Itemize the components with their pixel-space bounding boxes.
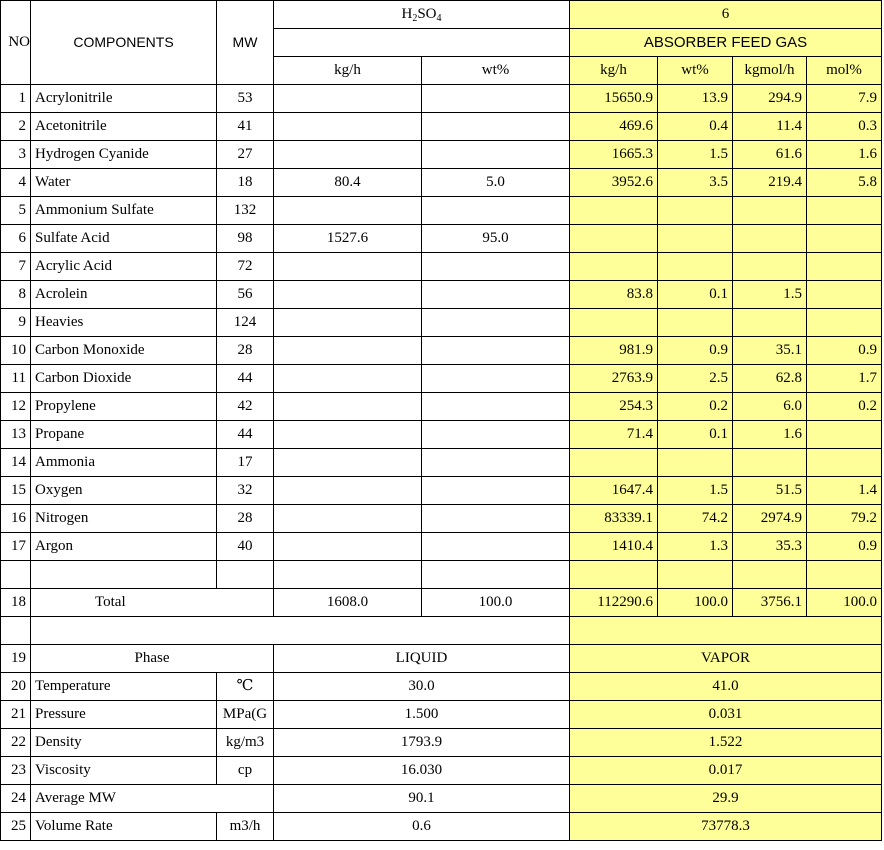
component-mw: 28 [217,337,274,365]
stream2-wt [658,449,733,477]
stream2-mol: 0.2 [807,393,882,421]
component-name: Carbon Dioxide [31,365,217,393]
table-row [1,225,882,253]
property-row [1,757,882,785]
property-row [1,729,882,757]
stream2-mol: 1.6 [807,141,882,169]
table-row [1,477,882,505]
stream1-kgh: 1527.6 [274,225,422,253]
stream1-wt [422,281,570,309]
stream1-wt [422,449,570,477]
component-mw: 98 [217,225,274,253]
stream2-kgmol: 2974.9 [733,505,807,533]
property-stream1-value: 1793.9 [274,729,570,757]
blank-cell [658,561,733,589]
stream2-kgh [570,225,658,253]
stream1-kgh [274,253,422,281]
table-row [1,281,882,309]
component-name: Acetonitrile [31,113,217,141]
component-mw: 32 [217,477,274,505]
stream2-kgmol [733,309,807,337]
property-unit: MPa(G [217,701,274,729]
stream1-wt [422,505,570,533]
stream1-kgh [274,393,422,421]
stream2-mol [807,197,882,225]
stream2-wt: 13.9 [658,85,733,113]
stream2-mol: 79.2 [807,505,882,533]
total-label: Total [31,589,274,617]
blank-cell [217,561,274,589]
component-mw: 44 [217,365,274,393]
component-mw: 72 [217,253,274,281]
row-number: 20 [1,673,31,701]
stream2-mol: 1.4 [807,477,882,505]
stream1-wt [422,477,570,505]
stream2-kgmol: 51.5 [733,477,807,505]
property-row [1,785,882,813]
component-mw: 41 [217,113,274,141]
stream2-kgh: 254.3 [570,393,658,421]
stream2-col-mol: mol% [807,57,882,85]
stream2-mol [807,309,882,337]
header-mw: MW [217,1,274,85]
blank-cell [31,561,217,589]
table-row [1,337,882,365]
row-number: 4 [1,169,31,197]
stream1-wt [422,85,570,113]
stream1-wt: 5.0 [422,169,570,197]
property-unit: cp [217,757,274,785]
blank-cell [733,561,807,589]
row-number: 3 [1,141,31,169]
stream2-kgmol: 294.9 [733,85,807,113]
row-number: 12 [1,393,31,421]
stream1-wt [422,253,570,281]
stream2-kgh [570,309,658,337]
component-mw: 28 [217,505,274,533]
stream2-kgh: 71.4 [570,421,658,449]
stream2-kgmol: 35.1 [733,337,807,365]
stream1-wt: 95.0 [422,225,570,253]
stream2-wt: 1.5 [658,477,733,505]
stream1-kgh [274,85,422,113]
row-number: 23 [1,757,31,785]
component-name: Nitrogen [31,505,217,533]
table-row [1,197,882,225]
property-stream1-value: 1.500 [274,701,570,729]
property-label: Volume Rate [31,813,217,841]
component-name: Ammonia [31,449,217,477]
property-label: Phase [31,645,274,673]
stream1-wt [422,197,570,225]
blank-cell [274,561,422,589]
stream2-mol: 7.9 [807,85,882,113]
component-mw: 42 [217,393,274,421]
stream1-kgh [274,533,422,561]
property-stream2-value: 29.9 [570,785,882,813]
table-row [1,421,882,449]
property-stream2-value: 73778.3 [570,813,882,841]
table-row [1,253,882,281]
component-name: Propane [31,421,217,449]
table-row [1,169,882,197]
component-name: Heavies [31,309,217,337]
row-number: 6 [1,225,31,253]
property-stream1-value: LIQUID [274,645,570,673]
table-row [1,113,882,141]
table-row [1,505,882,533]
component-name: Ammonium Sulfate [31,197,217,225]
property-label: Average MW [31,785,274,813]
total-row [1,589,882,617]
stream2-kgh: 1665.3 [570,141,658,169]
stream2-wt [658,253,733,281]
stream2-kgh: 3952.6 [570,169,658,197]
stream1-wt [422,533,570,561]
stream2-mol: 5.8 [807,169,882,197]
stream2-kgh [570,449,658,477]
stream1-kgh [274,141,422,169]
property-label: Viscosity [31,757,217,785]
row-number: 25 [1,813,31,841]
stream1-kgh: 80.4 [274,169,422,197]
table-row [1,533,882,561]
component-mw: 40 [217,533,274,561]
stream2-mol [807,225,882,253]
property-unit: m3/h [217,813,274,841]
row-number: 5 [1,197,31,225]
stream2-kgh [570,253,658,281]
stream2-col-wt: wt% [658,57,733,85]
stream1-name: $H_2SO_4$ [274,1,570,29]
property-label: Temperature [31,673,217,701]
stream2-kgmol [733,197,807,225]
stream2-kgmol: 62.8 [733,365,807,393]
component-mw: 44 [217,421,274,449]
component-name: Water [31,169,217,197]
stream2-wt [658,309,733,337]
row-number: 19 [1,645,31,673]
property-stream1-value: 16.030 [274,757,570,785]
stream2-mol: 0.3 [807,113,882,141]
row-number: 16 [1,505,31,533]
stream1-wt [422,365,570,393]
component-mw: 18 [217,169,274,197]
total-stream2-wt: 100.0 [658,589,733,617]
row-number: 13 [1,421,31,449]
stream1-kgh [274,113,422,141]
stream2-col-kgh: kg/h [570,57,658,85]
stream2-kgh: 15650.9 [570,85,658,113]
component-mw: 124 [217,309,274,337]
stream2-mol: 0.9 [807,533,882,561]
row-number: 2 [1,113,31,141]
row-number: 7 [1,253,31,281]
stream1-wt [422,113,570,141]
stream2-kgh [570,197,658,225]
stream2-wt: 2.5 [658,365,733,393]
stream2-wt [658,197,733,225]
stream2-kgh: 1647.4 [570,477,658,505]
property-row [1,673,882,701]
stream1-kgh [274,421,422,449]
property-stream1-value: 30.0 [274,673,570,701]
stream2-kgh: 469.6 [570,113,658,141]
stream1-wt [422,141,570,169]
stream2-wt: 0.4 [658,113,733,141]
row-number: 9 [1,309,31,337]
stream2-mol [807,421,882,449]
component-name: Sulfate Acid [31,225,217,253]
property-stream1-value: 90.1 [274,785,570,813]
stream2-kgh: 981.9 [570,337,658,365]
property-row [1,701,882,729]
row-number: 22 [1,729,31,757]
stream2-wt: 1.5 [658,141,733,169]
table-row [1,449,882,477]
stream1-kgh [274,365,422,393]
stream2-kgmol: 6.0 [733,393,807,421]
component-mw: 56 [217,281,274,309]
property-unit: kg/m3 [217,729,274,757]
property-stream2-value: 41.0 [570,673,882,701]
stream2-wt: 1.3 [658,533,733,561]
row-number: 24 [1,785,31,813]
stream2-kgh: 83339.1 [570,505,658,533]
stream1-blank [274,29,570,57]
table-row [1,141,882,169]
property-unit: ℃ [217,673,274,701]
stream2-kgmol: 11.4 [733,113,807,141]
stream1-col-wt: wt% [422,57,570,85]
blank-cell [422,561,570,589]
stream1-col-kgh: kg/h [274,57,422,85]
stream2-kgh: 2763.9 [570,365,658,393]
stream2-mol [807,281,882,309]
stream2-col-kgmol: kgmol/h [733,57,807,85]
property-row [1,813,882,841]
stream2-kgmol [733,449,807,477]
stream2-kgmol: 1.6 [733,421,807,449]
row-number: 21 [1,701,31,729]
stream2-wt: 74.2 [658,505,733,533]
stream1-wt [422,421,570,449]
total-stream2-kgh: 112290.6 [570,589,658,617]
property-stream2-value: 1.522 [570,729,882,757]
header-components: COMPONENTS [31,1,217,85]
blank-row [1,561,882,589]
stream1-kgh [274,309,422,337]
component-mw: 17 [217,449,274,477]
stream2-kgmol: 61.6 [733,141,807,169]
blank-cell [807,561,882,589]
stream2-kgmol: 1.5 [733,281,807,309]
stream1-kgh [274,477,422,505]
stream1-wt [422,337,570,365]
blank-cell [1,561,31,589]
stream2-mol: 0.9 [807,337,882,365]
component-name: Acrylonitrile [31,85,217,113]
row-number: 17 [1,533,31,561]
component-mw: 27 [217,141,274,169]
row-number: 10 [1,337,31,365]
blank-cell [1,617,31,645]
stream2-mol [807,449,882,477]
property-stream1-value: 0.6 [274,813,570,841]
property-stream2-value: VAPOR [570,645,882,673]
property-stream2-value: 0.031 [570,701,882,729]
stream2-wt [658,225,733,253]
header-no: NO [1,1,31,85]
stream1-wt [422,309,570,337]
row-number: 18 [1,589,31,617]
stream2-kgmol [733,253,807,281]
stream1-kgh [274,197,422,225]
component-mw: 53 [217,85,274,113]
property-label: Density [31,729,217,757]
component-name: Acrylic Acid [31,253,217,281]
component-name: Acrolein [31,281,217,309]
table-row [1,85,882,113]
component-name: Hydrogen Cyanide [31,141,217,169]
stream2-wt: 0.2 [658,393,733,421]
stream2-wt: 0.9 [658,337,733,365]
row-number: 1 [1,85,31,113]
blank-cell [570,561,658,589]
row-number: 15 [1,477,31,505]
stream1-kgh [274,337,422,365]
component-name: Argon [31,533,217,561]
stream2-kgmol: 35.3 [733,533,807,561]
blank-cell [570,617,882,645]
property-row [1,645,882,673]
stream2-kgh: 1410.4 [570,533,658,561]
blank-cell [31,617,570,645]
component-name: Carbon Monoxide [31,337,217,365]
stream2-wt: 3.5 [658,169,733,197]
stream2-name: ABSORBER FEED GAS [570,29,882,57]
table-row [1,393,882,421]
table-row [1,309,882,337]
stream2-mol: 1.7 [807,365,882,393]
stream2-wt: 0.1 [658,421,733,449]
stream2-number: 6 [570,1,882,29]
stream2-kgmol [733,225,807,253]
table-row [1,365,882,393]
row-number: 8 [1,281,31,309]
total-stream2-kgmol: 3756.1 [733,589,807,617]
stream1-kgh [274,449,422,477]
row-number: 14 [1,449,31,477]
total-stream2-mol: 100.0 [807,589,882,617]
total-stream1-kgh: 1608.0 [274,589,422,617]
total-stream1-wt: 100.0 [422,589,570,617]
stream2-wt: 0.1 [658,281,733,309]
row-number: 11 [1,365,31,393]
stream1-kgh [274,505,422,533]
property-stream2-value: 0.017 [570,757,882,785]
blank-row [1,617,882,645]
property-label: Pressure [31,701,217,729]
stream2-kgh: 83.8 [570,281,658,309]
component-name: Oxygen [31,477,217,505]
stream1-wt [422,393,570,421]
stream2-mol [807,253,882,281]
stream2-kgmol: 219.4 [733,169,807,197]
stream1-kgh [274,281,422,309]
component-name: Propylene [31,393,217,421]
component-mw: 132 [217,197,274,225]
